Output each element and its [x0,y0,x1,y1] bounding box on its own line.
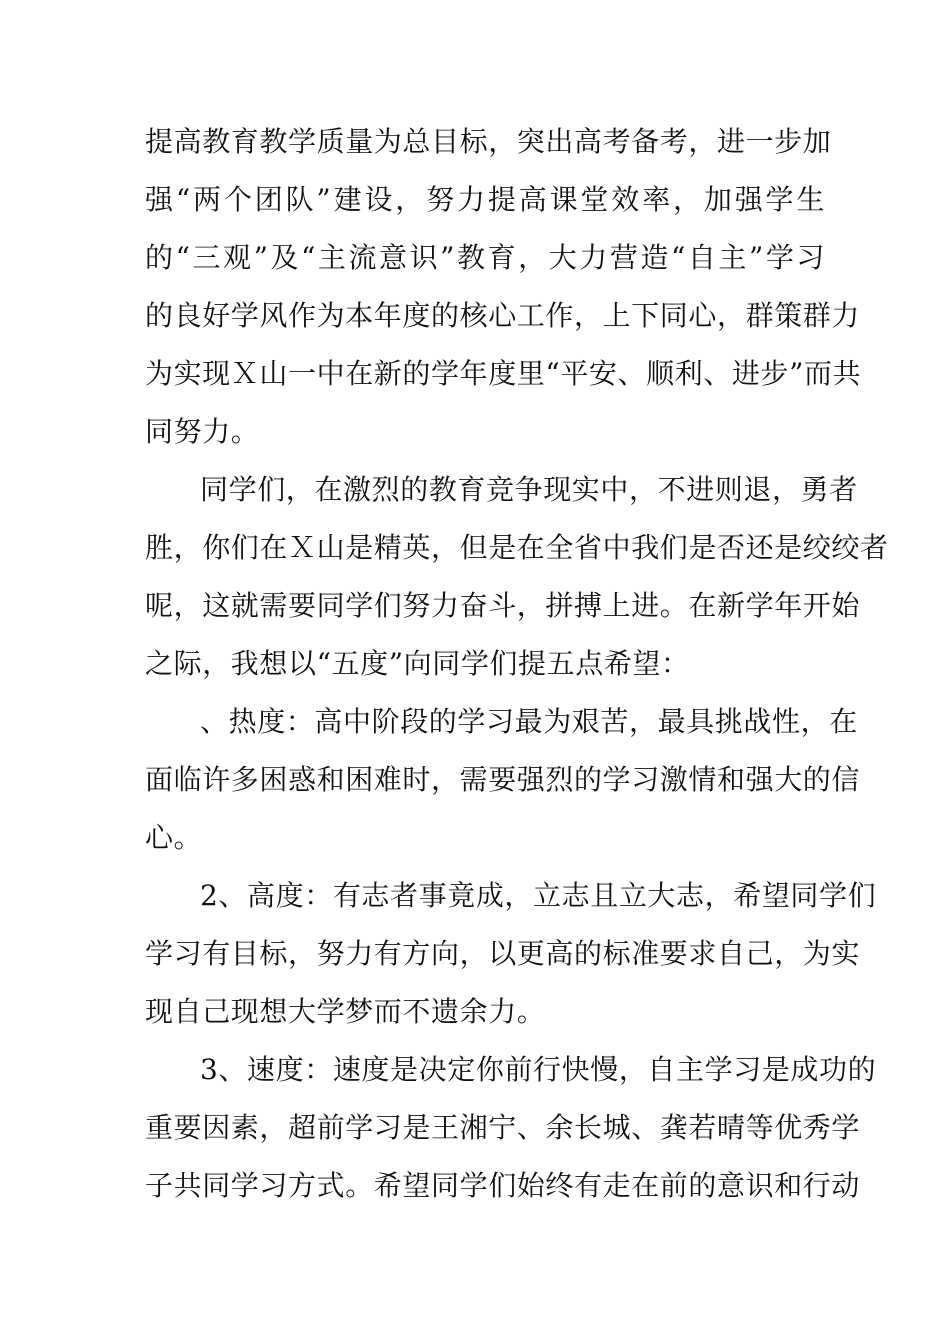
text-line-13: 心。 [145,821,203,854]
text-line-11: 、热度：高中阶段的学习最为艰苦，最具挑战性，在 [200,705,858,738]
text-line-17: 3、速度：速度是决定你前行快慢，自主学习是成功的 [200,1053,877,1086]
text-line-3: 的“三观”及“主流意识”教育，大力营造“自主”学习 [145,241,825,274]
text-line-7: 同学们，在激烈的教育竞争现实中，不进则退，勇者 [200,473,858,506]
text-line-6: 同努力。 [145,415,260,448]
text-line-16: 现自己现想大学梦而不遗余力。 [145,995,546,1028]
text-line-10: 之际，我想以“五度”向同学们提五点希望： [145,647,690,680]
text-line-15: 学习有目标，努力有方向，以更高的标准要求自己，为实 [145,937,861,970]
text-line-1: 提高教育教学质量为总目标，突出高考备考，进一步加 [145,125,832,158]
text-line-18: 重要因素，超前学习是王湘宁、余长城、龚若晴等优秀学 [145,1111,861,1144]
text-line-4: 的良好学风作为本年度的核心工作，上下同心，群策群力 [145,299,861,332]
text-line-5: 为实现Ｘ山一中在新的学年度里“平安、顺利、进步”而共 [145,357,862,390]
text-line-14: 2、高度：有志者事竟成，立志且立大志，希望同学们 [200,879,877,912]
text-line-19: 子共同学习方式。希望同学们始终有走在前的意识和行动 [145,1169,861,1202]
text-line-12: 面临许多困惑和困难时，需要强烈的学习激情和强大的信 [145,763,861,796]
text-line-9: 呢，这就需要同学们努力奋斗，拼搏上进。在新学年开始 [145,589,861,622]
text-line-8: 胜，你们在Ｘ山是精英，但是在全省中我们是否还是绞绞者 [145,531,889,564]
text-line-2: 强“两个团队”建设，努力提高课堂效率，加强学生 [145,183,825,216]
